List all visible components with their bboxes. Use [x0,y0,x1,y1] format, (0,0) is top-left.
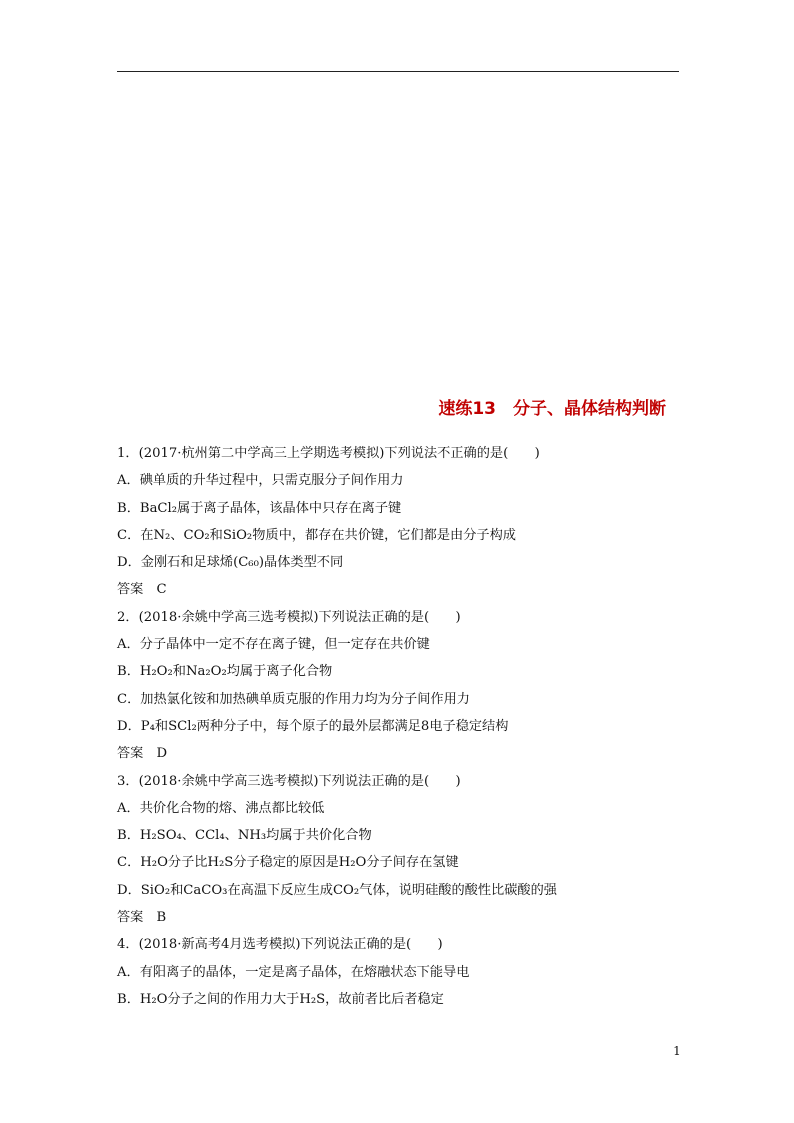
option-a: A．分子晶体中一定不存在离子键，但一定存在共价键 [117,637,430,653]
option-c: C．加热氯化铵和加热碘单质克服的作用力均为分子间作用力 [117,691,470,707]
answer-line: 答案 D [117,746,168,762]
question-1 [117,440,683,604]
page-title: 速练13 分子、晶体结构判断 [438,399,666,419]
option-c: C．在N₂、CO₂和SiO₂物质中，都存在共价键，它们都是由分子构成 [117,527,516,543]
question-list [117,440,683,1013]
answer-line: 答案 C [117,582,167,598]
question-stem: 2．(2018·余姚中学高三选考模拟)下列说法正确的是( ) [117,609,461,625]
question-stem: 3．(2018·余姚中学高三选考模拟)下列说法正确的是( ) [117,773,461,789]
answer-line: 答案 B [117,910,167,926]
option-d: D．金刚石和足球烯(C₆₀)晶体类型不同 [117,555,344,571]
option-b: B．H₂SO₄、CCl₄、NH₃均属于共价化合物 [117,828,372,844]
option-a: A．有阳离子的晶体，一定是离子晶体，在熔融状态下能导电 [117,964,470,980]
option-d: D．SiO₂和CaCO₃在高温下反应生成CO₂气体，说明硅酸的酸性比碳酸的强 [117,882,557,898]
question-4 [117,931,683,1013]
page-number: 1 [673,1044,681,1058]
option-a: A．碘单质的升华过程中，只需克服分子间作用力 [117,473,404,489]
option-d: D．P₄和SCl₂两种分子中，每个原子的最外层都满足8电子稳定结构 [117,718,509,734]
header-rule [117,71,679,72]
option-a: A．共价化合物的熔、沸点都比较低 [117,800,325,816]
question-2 [117,604,683,768]
option-b: B．H₂O分子之间的作用力大于H₂S，故前者比后者稳定 [117,991,444,1007]
question-3 [117,768,683,932]
question-stem: 1．(2017·杭州第二中学高三上学期选考模拟)下列说法不正确的是( ) [117,446,540,461]
question-stem: 4．(2018·新高考4月选考模拟)下列说法正确的是( ) [117,937,443,953]
option-b: B．BaCl₂属于离子晶体，该晶体中只存在离子键 [117,500,402,516]
option-c: C．H₂O分子比H₂S分子稳定的原因是H₂O分子间存在氢键 [117,855,459,871]
option-b: B．H₂O₂和Na₂O₂均属于离子化合物 [117,664,333,680]
